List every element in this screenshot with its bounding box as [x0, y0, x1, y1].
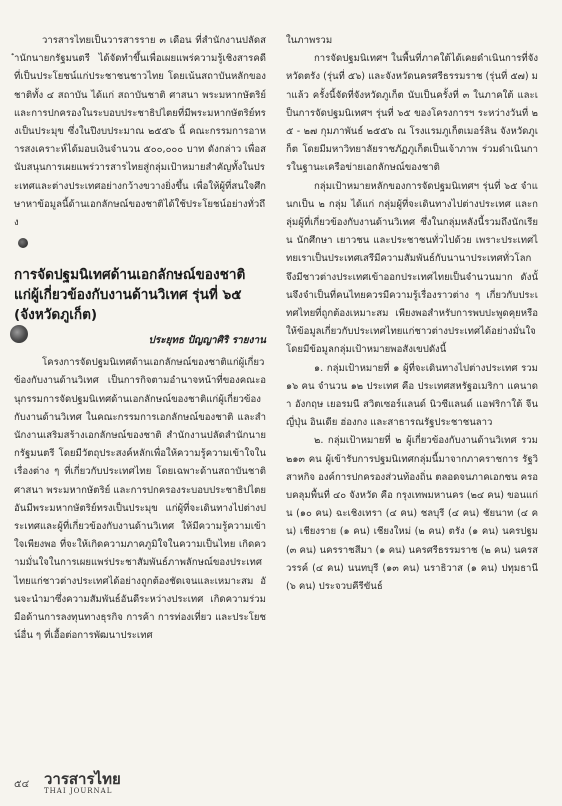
heading-line-3: (จังหวัดภูเก็ต): [14, 307, 98, 324]
end-of-article-mark: [18, 238, 28, 248]
body-paragraph: โครงการจัดปฐมนิเทศด้านเอกลักษณ์ของชาติแก่ผู้เกี่ยวข้องกับงานด้านวิเทศ เป็นการกิจตามอำนาจหน้าที่ของคณะอนุกรรมการจัดปฐมนิเทศด้านเอกลักษณ์ของชาติแก่ผู้เกี่ยวข้องกับงานด้านวิเทศ ในคณะกรรมการเอกลักษณ์ของชาติ และสำนักงานเสริมสร้างเอกลักษณ์ของชาติ สำนักงานปลัดสำนักนายกรัฐมนตรี โดยมีวัตถุประสงค์หลักเพื่อให้ความรู้ความเข้าใจในเรื่องต่าง ๆ ที่เกี่ยวกับประเทศไทย โดยเฉพาะด้านสถาบันชาติ ศาสนา พระมหากษัตริย์ และการปกครองระบอบประชาธิปไตยอันมีพระมหากษัตริย์ทรงเป็นประมุข แก่ผู้ที่จะเดินทางไปต่างประเทศและผู้ที่เกี่ยวข้องกับงานด้านวิเทศ ให้มีความรู้ความเข้าใจเพียงพอ ที่จะให้เกิดความภาคภูมิใจในความเป็นไทย เกิดความมั่นใจในการเผยแพร่ประชาสัมพันธ์ภาพลักษณ์ของประเทศไทยแก่ชาวต่างประเทศได้อย่างถูกต้องชัดเจนและเหมาะสม อันจะนำมาซึ่งความสัมพันธ์อันดีระหว่างประเทศ เกิดความร่วมมือด้านการลงทุนทางธุรกิจ การค้า การท่องเที่ยว และประโยชน์อื่น ๆ ที่เอื้อต่อการพัฒนาประเทศ: [14, 357, 266, 642]
target-group-2-paragraph: ๒. กลุ่มเป้าหมายที่ ๒ ผู้เกี่ยวข้องกับงานด้านวิเทศ รวม ๒๑๓ คน ผู้เข้ารับการปฐมนิเทศกลุ่มนี้มาจากภาคราชการ รัฐวิสาหกิจ องค์การปกครองส่วนท้องถิ่น ตลอดจนภาคเอกชน ครอบคลุมพื้นที่ ๔๐ จังหวัด คือ กรุงเทพมหานคร (๒๔ คน) ขอนแก่น (๑๐ คน) ฉะเชิงเทรา (๔ คน) ชลบุรี (๔ คน) ชัยนาท (๔ คน) เชียงราย (๑ คน) เชียงใหม่ (๒ คน) ตรัง (๑ คน) นครปฐม (๓ คน) นครราชสีมา (๑ คน) นครศรีธรรมราช (๒ คน) นครสวรรค์ (๔ คน) นนทบุรี (๑๓ คน) นราธิวาส (๑ คน) ปทุมธานี (๖ คน) ประจวบคีรีขันธ์: [286, 435, 538, 593]
body-paragraph-continued: ในภาพรวม: [286, 35, 333, 46]
body-paragraph: กลุ่มเป้าหมายหลักของการจัดปฐมนิเทศฯ รุ่นที่ ๖๕ จำแนกเป็น ๒ กลุ่ม ได้แก่ กลุ่มผู้ที่จะเดินทางไปต่างประเทศ และกลุ่มผู้ที่เกี่ยวข้องกับงานด้านวิเทศ ซึ่งในกลุ่มหลังนี้รวมถึงนักเรียน นักศึกษา เยาวชน และประชาชนทั่วไปด้วย เพราะประเทศไทยเราเป็นประเทศเสรีมีความสัมพันธ์กับนานาประเทศทั่วโลก จึงมีชาวต่างประเทศเข้าออกประเทศไทยเป็นจำนวนมาก ดังนั้นจึงจำเป็นที่คนไทยควรมีความรู้เรื่องราวต่าง ๆ เกี่ยวกับประเทศไทยที่ถูกต้องเหมาะสม เพียงพอสำหรับการพบปะพูดคุยหรือให้ข้อมูลเกี่ยวกับประเทศไทยแก่ชาวต่างประเทศได้อย่างมั่นใจ โดยมีข้อมูลกลุ่มเป้าหมายพอสังเขปดังนี้: [286, 180, 538, 356]
target-group-1-paragraph: ๑. กลุ่มเป้าหมายที่ ๑ ผู้ที่จะเดินทางไปต่างประเทศ รวม ๑๖ คน จำนวน ๑๒ ประเทศ คือ ประเทศสหรัฐอเมริกา แคนาดา อังกฤษ เยอรมนี สวิตเซอร์แลนด์ นิวซีแลนด์ แอฟริกาใต้ จีน ญี่ปุ่น อินเดีย ฮ่องกง และสาธารณรัฐประชาชนลาว: [286, 362, 538, 429]
page-footer: [14, 768, 264, 796]
logo-sub-text: THAI JOURNAL: [44, 787, 113, 795]
heading-line-1: การจัดปฐมนิเทศด้านเอกลักษณ์ของชาติ: [14, 267, 246, 284]
right-column: [286, 32, 538, 596]
logo-main-text: วารสารไทย: [44, 770, 121, 788]
page-number: ๕๔: [14, 779, 30, 790]
article-heading: [14, 265, 266, 325]
heading-line-2: แก่ผู้เกี่ยวข้องกับงานด้านวิเทศ รุ่นที่ ๖๕: [14, 287, 242, 304]
left-column: [14, 32, 266, 645]
body-paragraph: การจัดปฐมนิเทศฯ ในพื้นที่ภาคใต้ได้เคยดำเนินการที่จังหวัดตรัง (รุ่นที่ ๕๖) และจังหวัดนครศรีธรรมราช (รุ่นที่ ๕๗) มาแล้ว ครั้งนี้จัดที่จังหวัดภูเก็ต นับเป็นครั้งที่ ๓ ในภาคใต้ และเป็นการจัดปฐมนิเทศฯ รุ่นที่ ๖๕ ของโครงการฯ ระหว่างวันที่ ๒๕ - ๒๗ กุมภาพันธ์ ๒๕๕๖ ณ โรงแรมภูเก็ตเมอร์ลิน จังหวัดภูเก็ต โดยมีมหาวิทยาลัยราชภัฏภูเก็ตเป็นเจ้าภาพ ร่วมดำเนินการในฐานะเครือข่ายเอกลักษณ์ของชาติ: [286, 53, 538, 174]
author-byline: ประยุทธ ปัญญาศิริ รายงาน: [148, 335, 266, 347]
intro-paragraph: วารสารไทยเป็นวารสารราย ๓ เดือน ที่สำนักงานปลัดสำนักนายกรัฐมนตรี ได้จัดทำขึ้นเพื่อเผยแพร่ความรู้เชิงสารคดีที่เป็นประโยชน์แก่ประชาชนชาวไทย โดยเน้นสถาบันหลักของชาติทั้ง ๔ สถาบัน ได้แก่ สถาบันชาติ ศาสนา พระมหากษัตริย์ และการปกครองในระบอบประชาธิปไตยที่มีพระมหากษัตริย์ทรงเป็นประมุข ซึ่งในปีงบประมาณ ๒๕๕๖ นี้ คณะกรรมการอาหารสงเคราะห์ได้มอบเงินจำนวน ๕๐๐,๐๐๐ บาท ดังกล่าว เพื่อสนับสนุนการเผยแพร่วารสารไทยสู่กลุ่มเป้าหมายสำคัญทั้งในประเทศและต่างประเทศอย่างกว้างขวางยิ่งขึ้น เพื่อให้ผู้ที่สนใจศึกษาหาข้อมูลนี้ด้านเอกลักษณ์ของชาติได้ใช้ประโยชน์อย่างทั่วถึง: [14, 35, 266, 229]
journal-logo: [44, 771, 121, 796]
